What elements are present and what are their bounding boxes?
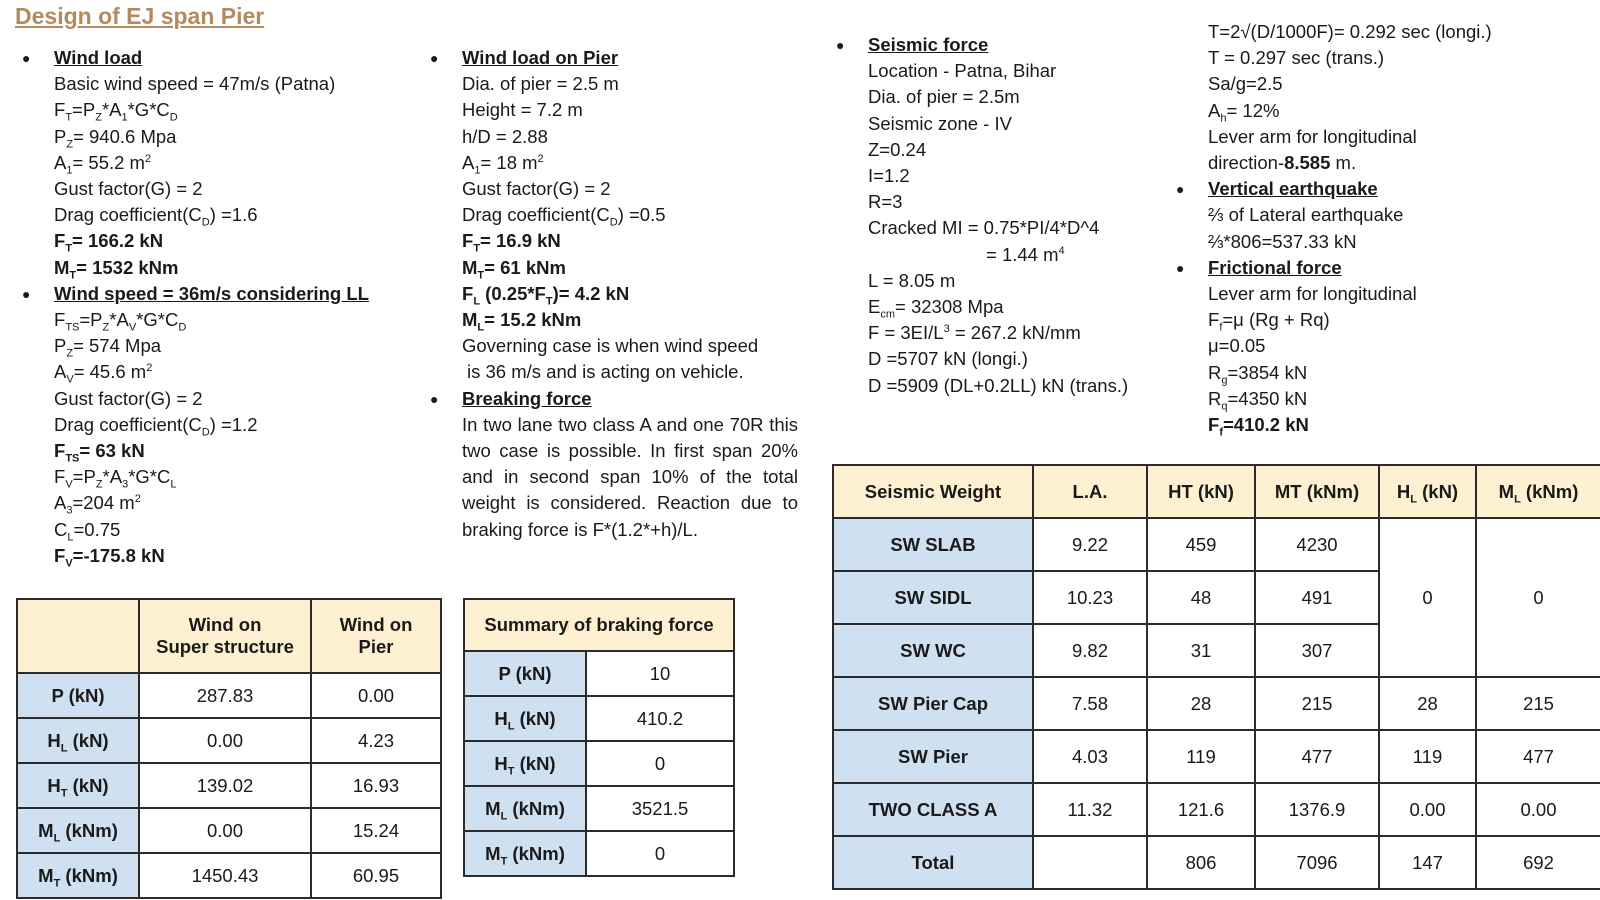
friction-formula: $F_f=\mu$ (Rg + Rq) — [1208, 309, 1330, 334]
seismic-weight-table — [832, 464, 1600, 890]
pier-dia: Dia. of pier = 2.5 m — [462, 73, 619, 95]
table-row — [464, 786, 734, 831]
table-cell: 11.32 — [1033, 783, 1147, 836]
vertical-eq-1: ⅔ of Lateral earthquake — [1208, 204, 1404, 226]
seismic-header-weight: Seismic Weight — [833, 465, 1033, 518]
basic-wind-speed: Basic wind speed = 47m/s (Patna) — [54, 73, 336, 95]
table-row — [833, 730, 1600, 783]
seismic-section — [868, 32, 1168, 399]
table-cell: 7096 — [1255, 836, 1379, 889]
seismic-header-mt: MT (kNm) — [1255, 465, 1379, 518]
table-cell: 0 — [586, 831, 734, 876]
pier-gust: Gust factor(G) = 2 — [462, 178, 611, 200]
table-cell: 7.58 — [1033, 677, 1147, 730]
table-cell: 4.03 — [1033, 730, 1147, 783]
vertical-eq-2: ⅔*806=537.33 kN — [1208, 230, 1357, 252]
wind-load-heading: ● Wind load — [54, 45, 434, 71]
table-cell: 477 — [1255, 730, 1379, 783]
table-cell: 692 — [1476, 836, 1600, 889]
friction-result: $F_f=410.2$ kN — [1208, 414, 1309, 439]
table-cell: 0.00 — [139, 718, 311, 763]
wind-speed-ll-heading: ● Wind speed = 36m/s considering LL — [54, 281, 434, 307]
wind-table-corner — [17, 599, 139, 673]
ft-formula: $F_T=P_Z*A_1*G*C_D$ — [54, 99, 178, 125]
table-cell: 0.00 — [139, 808, 311, 853]
wind-summary-table — [16, 598, 442, 899]
table-cell: 121.6 — [1147, 783, 1255, 836]
row-label: SW SIDL — [833, 571, 1033, 624]
table-row — [464, 651, 734, 696]
seismic-l: L = 8.05 m — [868, 269, 956, 291]
table-cell: 60.95 — [311, 853, 441, 898]
seismic-location: Location - Patna, Bihar — [868, 60, 1057, 82]
row-label: P (kN) — [464, 651, 586, 696]
pier-height: Height = 7.2 m — [462, 99, 583, 121]
table-cell: 806 — [1147, 836, 1255, 889]
row-label: Total — [833, 836, 1033, 889]
seismic-continued-section — [1208, 19, 1588, 438]
a1-value: $A_1= 55.2$ $m^2$ — [54, 151, 152, 177]
drag-coefficient: Drag $coefficient(C_D) =1.6$ — [54, 204, 258, 229]
seismic-header-hl: $H_L$ (kN) — [1379, 465, 1476, 518]
pier-fl: $F_L$ $(0.25*F_T)= 4.2$ kN — [462, 282, 630, 308]
table-cell: 477 — [1476, 730, 1600, 783]
row-label: $H_L$ (kN) — [17, 718, 139, 763]
table-cell: 48 — [1147, 571, 1255, 624]
fv-formula: $F_V=P_Z*A_3*G*C_L$ — [54, 466, 177, 491]
table-cell: 15.24 — [311, 808, 441, 853]
lever-arm-2: direction-8.585 m. — [1208, 152, 1357, 174]
table-cell: 9.82 — [1033, 624, 1147, 677]
table-cell: 0.00 — [1476, 783, 1600, 836]
seismic-z: Z=0.24 — [868, 138, 927, 160]
seismic-d-longi: D =5707 kN (longi.) — [868, 348, 1028, 370]
row-label: SW Pier — [833, 730, 1033, 783]
vertical-eq-heading: ● Vertical earthquake — [1208, 176, 1588, 202]
wind-table-header-pier: Wind on Pier — [311, 599, 441, 673]
table-cell: 4.23 — [311, 718, 441, 763]
table-row — [17, 673, 441, 718]
row-label: P (kN) — [17, 673, 139, 718]
seismic-d-trans: D =5909 (DL+0.2LL) kN (trans.) — [868, 374, 1129, 396]
merged-ml-cell: 0 — [1476, 518, 1600, 677]
pier-ft: $F_T= 16.9$ kN — [462, 230, 561, 256]
table-cell: 31 — [1147, 624, 1255, 677]
row-label: $H_T$ (kN) — [464, 741, 586, 786]
av-value: $A_V= 45.6$ $m^2$ — [54, 361, 153, 387]
friction-lever: Lever arm for longitudinal — [1208, 283, 1417, 305]
table-row — [833, 677, 1600, 730]
row-label: SW SLAB — [833, 518, 1033, 571]
a3-value: $A_3=204$ $m^2$ — [54, 492, 141, 518]
braking-heading: ● Breaking force — [462, 386, 798, 412]
period-trans: T = 0.297 sec (trans.) — [1208, 47, 1385, 69]
row-label: $M_T$ (kNm) — [464, 831, 586, 876]
fts-formula: $F_{TS}=P_Z*A_V*G*C_D$ — [54, 309, 187, 334]
table-cell: 3521.5 — [586, 786, 734, 831]
wind-pier-section — [462, 45, 798, 543]
merged-hl-cell: 0 — [1379, 518, 1476, 677]
drag-coefficient-2: Drag $coefficient(C_D) =1.2$ — [54, 413, 258, 439]
row-label: $M_T$ (kNm) — [17, 853, 139, 898]
ft-result: $F_T= 166.2$ kN — [54, 230, 164, 256]
table-cell: 10.23 — [1033, 571, 1147, 624]
table-row — [464, 831, 734, 876]
seismic-header-ht: HT (kN) — [1147, 465, 1255, 518]
table-cell: 28 — [1379, 677, 1476, 730]
seismic-r: R=3 — [868, 191, 903, 213]
wind-table-header-super: Wind on Super structure — [139, 599, 311, 673]
table-row — [17, 718, 441, 763]
cracked-mi: Cracked MI = 0.75*PI/4*D^4 — [868, 217, 1100, 239]
table-row — [17, 853, 441, 898]
table-cell: 1376.9 — [1255, 783, 1379, 836]
table-cell: 287.83 — [139, 673, 311, 718]
friction-heading: ● Frictional force — [1208, 255, 1588, 281]
table-cell: 119 — [1379, 730, 1476, 783]
braking-text: In two lane two class A and one 70R this two case is possible. In first span 20% and in second span 10% of the total weight is considered. Reaction due to braking force is F*(1.2*+h)/L. — [462, 413, 798, 540]
fts-result: $F_{TS}= 63$ kN — [54, 440, 145, 465]
pier-drag: Drag $coefficient(C_D) =0.5$ — [462, 204, 666, 229]
pier-ml: $M_L= 15.2$ kNm — [462, 309, 582, 334]
table-cell: 307 — [1255, 624, 1379, 677]
table-cell: 0 — [586, 741, 734, 786]
friction-rg: $R_g=3854$ kN — [1208, 361, 1308, 387]
table-cell: 0.00 — [311, 673, 441, 718]
table-cell: 410.2 — [586, 696, 734, 741]
table-cell: 4230 — [1255, 518, 1379, 571]
table-cell: 9.22 — [1033, 518, 1147, 571]
table-row — [464, 696, 734, 741]
friction-mu: μ=0.05 — [1208, 335, 1266, 357]
seismic-ecm: $E_{cm}= 32308$ Mpa — [868, 296, 1004, 321]
table-cell: 16.93 — [311, 763, 441, 808]
row-label: $H_L$ (kN) — [464, 696, 586, 741]
table-cell: 139.02 — [139, 763, 311, 808]
row-label: $M_L$ (kNm) — [17, 808, 139, 853]
table-cell: 459 — [1147, 518, 1255, 571]
table-row — [17, 808, 441, 853]
pz-value-2: $P_Z= 574$ Mpa — [54, 335, 162, 360]
table-row — [464, 741, 734, 786]
table-cell: 119 — [1147, 730, 1255, 783]
table-row — [833, 518, 1600, 571]
table-cell: 147 — [1379, 836, 1476, 889]
row-label: SW Pier Cap — [833, 677, 1033, 730]
wind-load-section — [54, 45, 434, 569]
seismic-zone: Seismic zone - IV — [868, 112, 1012, 134]
braking-summary-table — [463, 598, 735, 877]
cl-value: $C_L=0.75$ — [54, 518, 121, 544]
table-row — [17, 763, 441, 808]
row-label: TWO CLASS A — [833, 783, 1033, 836]
governing-case-2: is 36 m/s and is acting on vehicle. — [467, 361, 744, 383]
wind-pier-heading: ● Wind load on Pier — [462, 45, 798, 71]
table-cell: 0.00 — [1379, 783, 1476, 836]
h-over-d: h/D = 2.88 — [462, 125, 548, 147]
friction-rq: $R_q=4350$ kN — [1208, 387, 1308, 413]
braking-table-header: Summary of braking force — [464, 599, 734, 651]
table-cell — [1033, 836, 1147, 889]
page-title: Design of EJ span Pier — [15, 3, 265, 29]
table-cell: 1450.43 — [139, 853, 311, 898]
sa-g: Sa/g=2.5 — [1208, 73, 1283, 95]
gust-factor-2: Gust factor(G) = 2 — [54, 387, 203, 409]
seismic-dia: Dia. of pier = 2.5m — [868, 86, 1020, 108]
pier-a1: $A_1= 18$ $m^2$ — [462, 151, 544, 177]
table-row — [833, 783, 1600, 836]
mt-result: $M_T= 1532$ kNm — [54, 256, 179, 282]
table-cell: 215 — [1255, 677, 1379, 730]
seismic-f: $F = 3EI/L^3 = 267.2$ kN/mm — [868, 322, 1081, 344]
governing-case-1: Governing case is when wind speed — [462, 335, 759, 357]
row-label: $M_L$ (kNm) — [464, 786, 586, 831]
pz-value: $P_Z= 940.6$ Mpa — [54, 125, 177, 151]
seismic-heading: ● Seismic force — [868, 32, 1168, 58]
ah-value: $A_h= 12\%$ — [1208, 99, 1280, 125]
gust-factor: Gust factor(G) = 2 — [54, 178, 203, 200]
table-cell: 10 — [586, 651, 734, 696]
cracked-mi-value: = 1.44 $m^4$ — [986, 243, 1065, 265]
pier-mt: $M_T= 61$ kNm — [462, 256, 566, 282]
row-label: SW WC — [833, 624, 1033, 677]
table-cell: 215 — [1476, 677, 1600, 730]
table-cell: 491 — [1255, 571, 1379, 624]
row-label: $H_T$ (kN) — [17, 763, 139, 808]
lever-arm-1: Lever arm for longitudinal — [1208, 125, 1417, 147]
seismic-header-la: L.A. — [1033, 465, 1147, 518]
table-row — [833, 836, 1600, 889]
period-longi: T=2√(D/1000F)= 0.292 sec (longi.) — [1208, 21, 1492, 42]
seismic-header-ml: $M_L$ (kNm) — [1476, 465, 1600, 518]
seismic-i: I=1.2 — [868, 165, 910, 187]
table-cell: 28 — [1147, 677, 1255, 730]
fv-result: $F_V=-175.8$ kN — [54, 544, 165, 570]
